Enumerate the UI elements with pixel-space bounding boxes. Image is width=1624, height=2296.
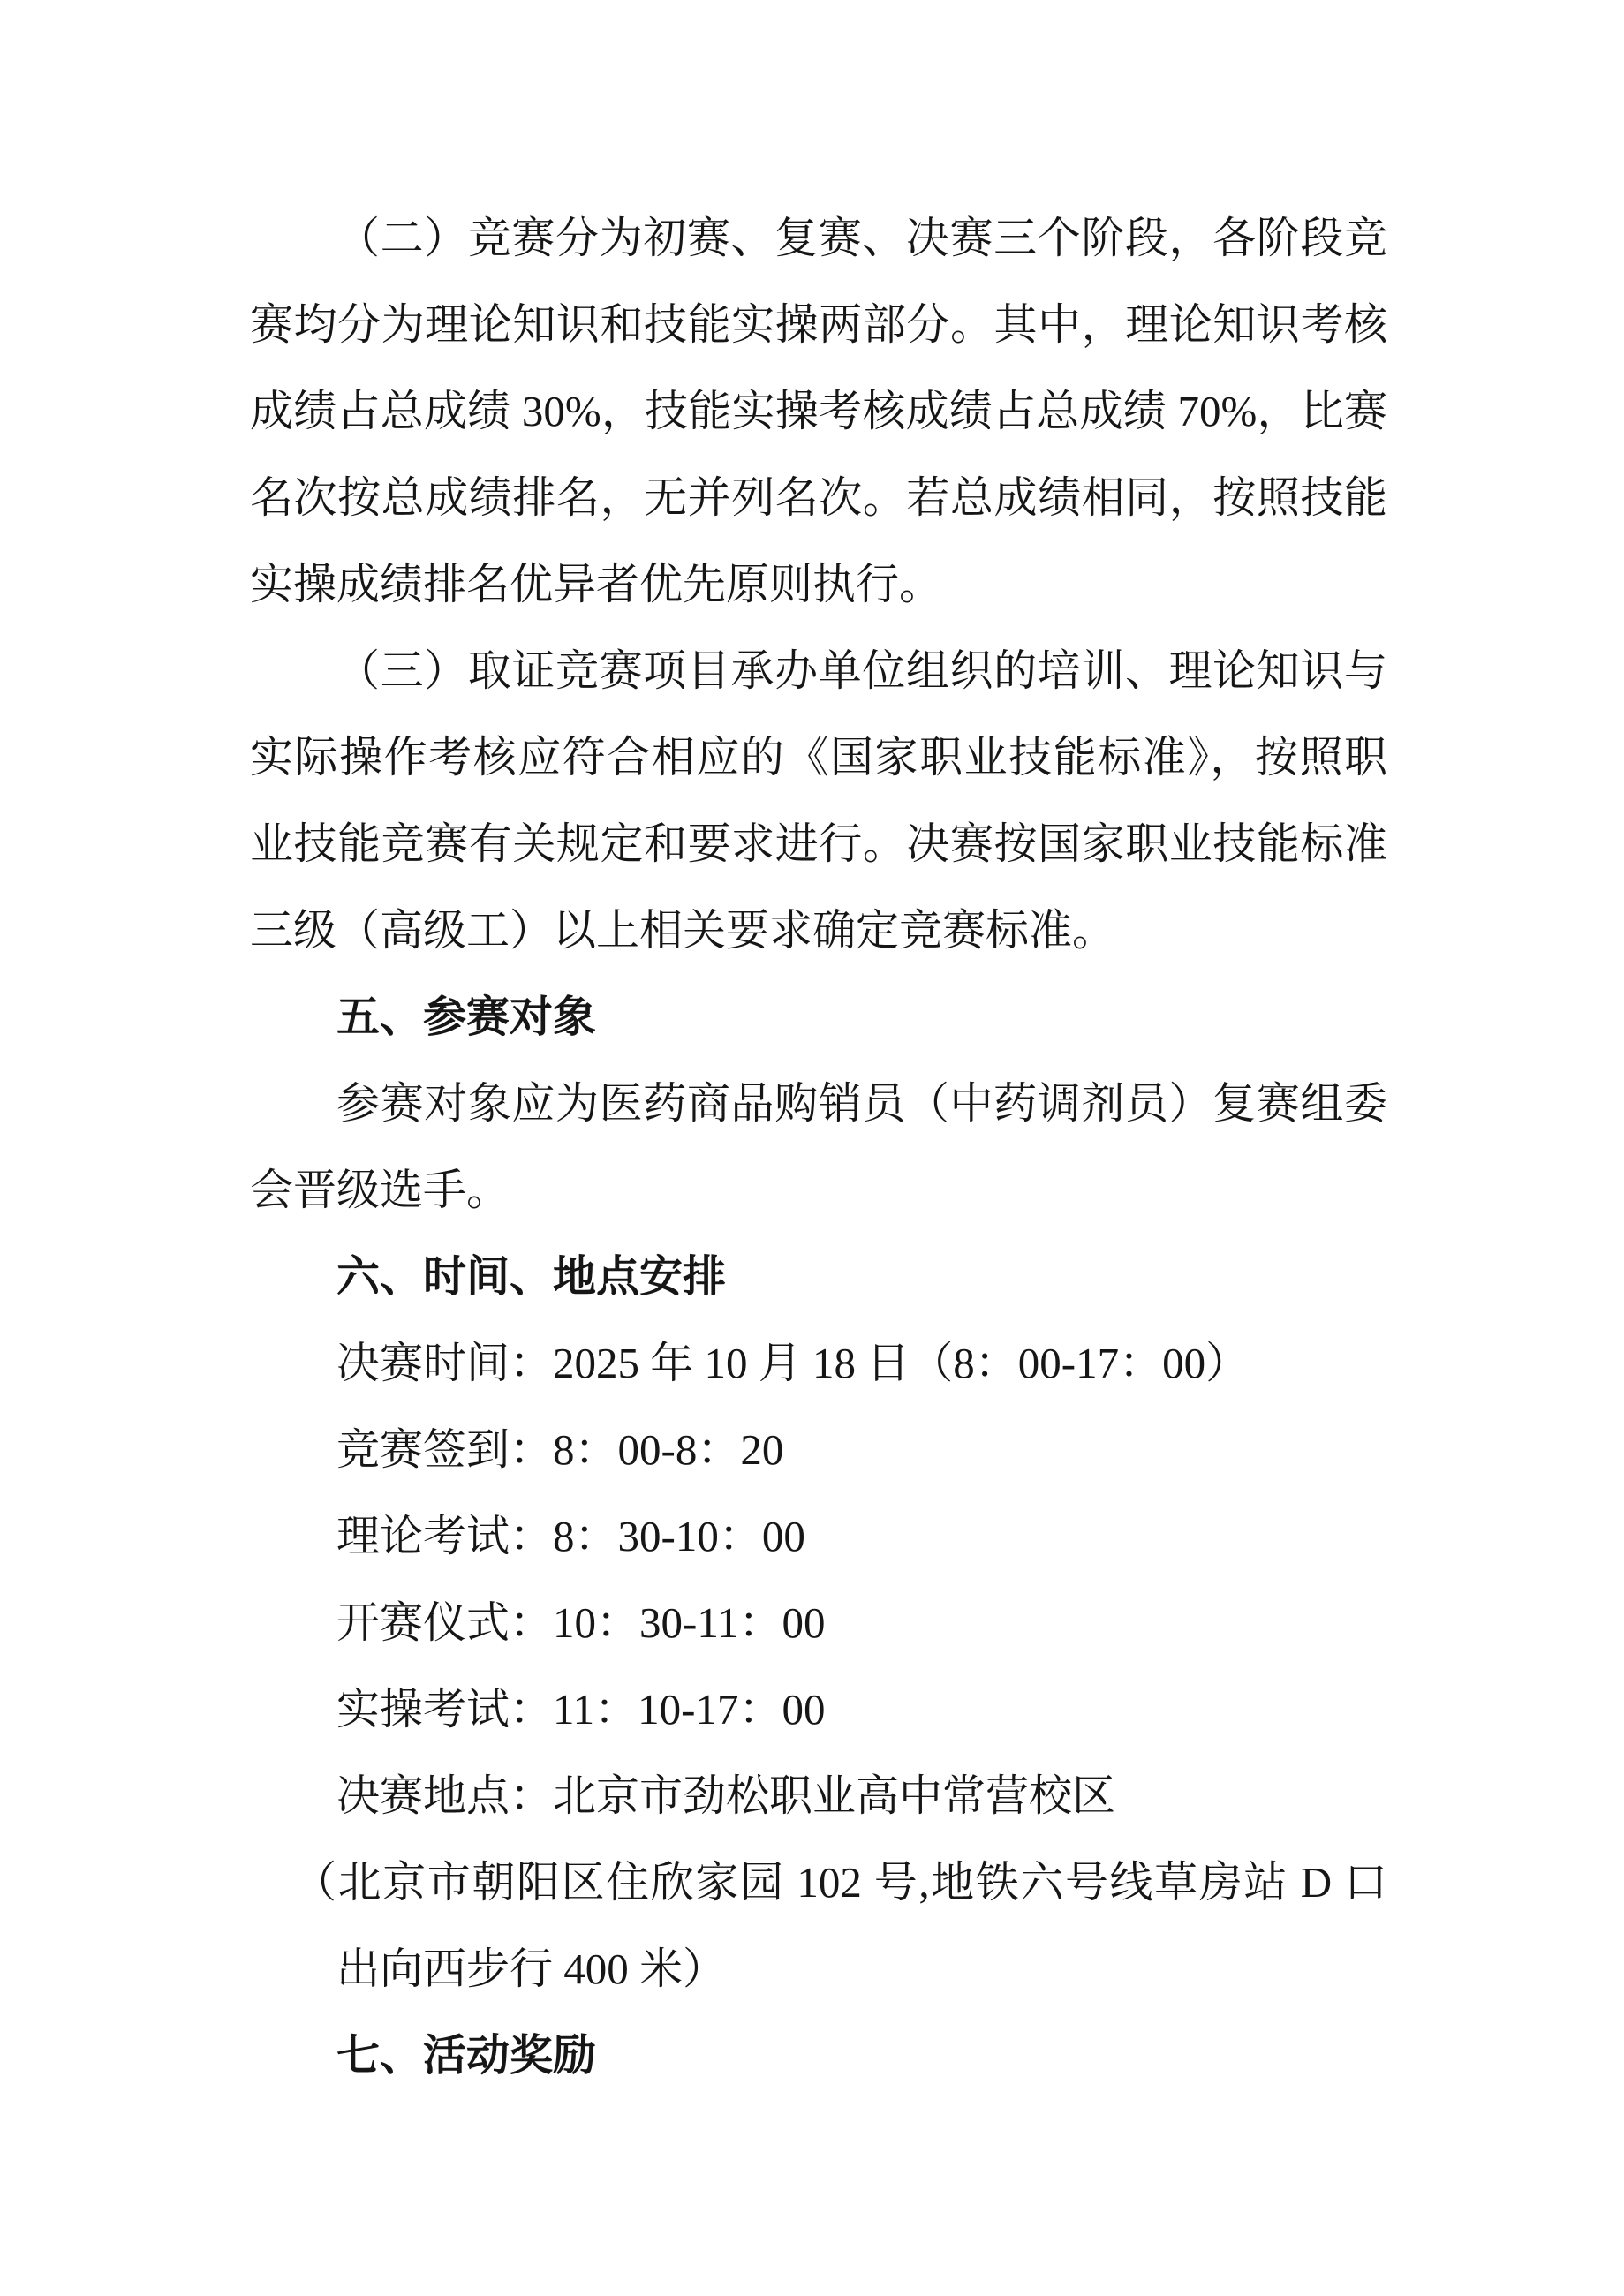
line-sec3-2: 实际操作考核应符合相应的《国家职业技能标准》，按照职 (250, 733, 1387, 782)
schedule-opening-ceremony: 开赛仪式：10：30-11：00 (336, 1598, 826, 1647)
line-sec3-4: 三级（高级工）以上相关要求确定竞赛标准。 (250, 906, 1116, 955)
line-sec2-1: （二）竞赛分为初赛、复赛、决赛三个阶段，各阶段竞 (336, 214, 1387, 262)
schedule-theory-exam: 理论考试：8：30-10：00 (336, 1512, 805, 1560)
schedule-check-in: 竞赛签到：8：00-8：20 (336, 1425, 784, 1474)
schedule-practical-exam: 实操考试：11：10-17：00 (336, 1685, 826, 1733)
venue-address-2: 出向西步行 400 米） (336, 1945, 727, 1993)
line-sec3-1: （三）取证竞赛项目承办单位组织的培训、理论知识与 (336, 646, 1387, 695)
line-participants-1: 参赛对象应为医药商品购销员（中药调剂员）复赛组委 (336, 1079, 1387, 1128)
line-sec2-5: 实操成绩排名优异者优先原则执行。 (250, 560, 943, 608)
line-sec2-2: 赛均分为理论知识和技能实操两部分。其中，理论知识考核 (250, 300, 1387, 349)
schedule-final-venue: 决赛地点：北京市劲松职业高中常营校区 (336, 1771, 1116, 1820)
schedule-final-time: 决赛时间：2025 年 10 月 18 日（8：00-17：00） (336, 1339, 1250, 1387)
heading-section-five: 五、参赛对象 (336, 993, 597, 1041)
line-sec3-3: 业技能竞赛有关规定和要求进行。决赛按国家职业技能标准 (250, 819, 1387, 868)
heading-section-seven: 七、活动奖励 (336, 2031, 597, 2080)
line-participants-2: 会晋级选手。 (250, 1166, 510, 1214)
line-sec2-4: 名次按总成绩排名，无并列名次。若总成绩相同，按照技能 (250, 473, 1387, 522)
venue-address-1: （北京市朝阳区住欣家园 102 号,地铁六号线草房站 D 口 (293, 1858, 1387, 1907)
document-body (250, 195, 1387, 2099)
line-sec2-3: 成绩占总成绩 30%，技能实操考核成绩占总成绩 70%，比赛 (250, 387, 1387, 435)
heading-section-six: 六、时间、地点安排 (336, 1252, 727, 1301)
